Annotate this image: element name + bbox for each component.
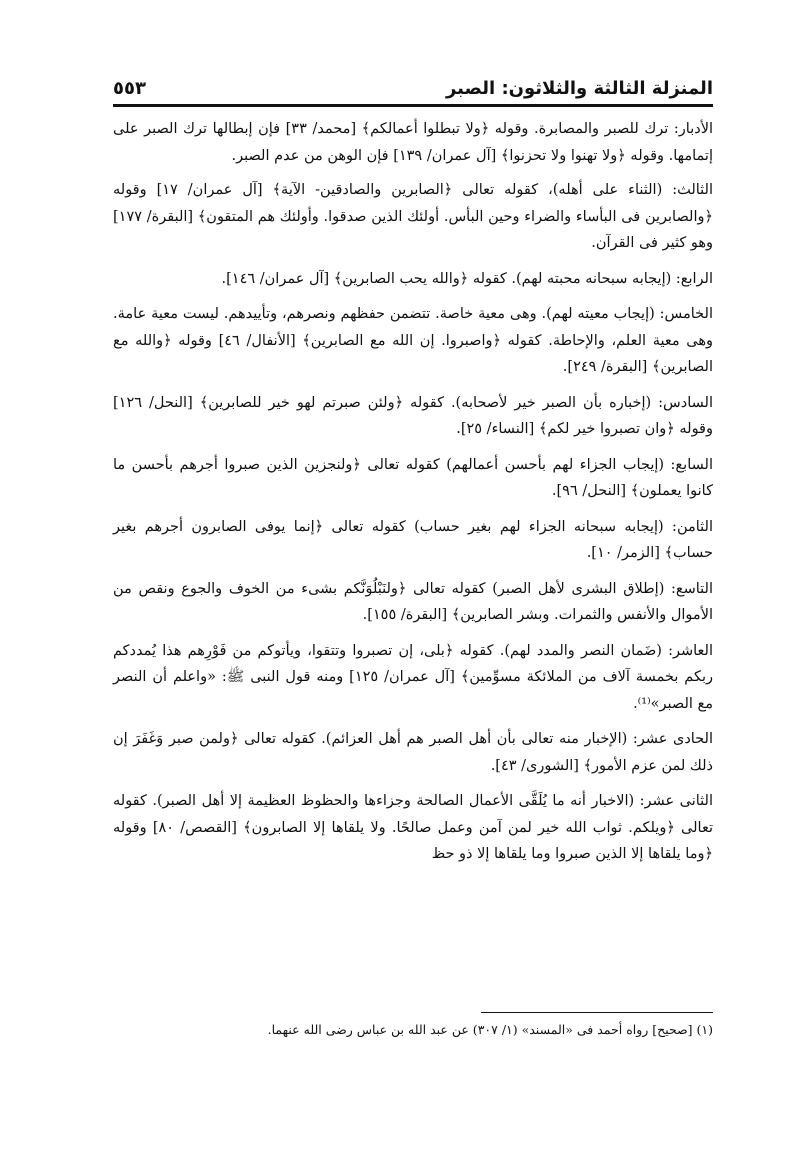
page-number: ٥٥٣: [113, 78, 146, 99]
running-header: [113, 78, 713, 104]
paragraph: السابع: (إيجاب الجزاء لهم بأحسن أعمالهم) كقوله تعالى ﴿ولنجزين الذين صبروا أجرهم بأحسن ما كانوا يعملون﴾ [النحل/ ٩٦].: [113, 456, 713, 499]
paragraph: الأدبار: ترك للصبر والمصابرة. وقوله ﴿ولا تبطلوا أعمالكم﴾ [محمد/ ٣٣] فإن إبطالها ترك الصبر على إتمامها. وقوله ﴿ولا تهنوا ولا تحزنوا﴾ [آل عمران/ ١٣٩] فإن الوهن من عدم الصبر.: [113, 121, 713, 164]
paragraph: العاشر: (ضَمان النصر والمدد لهم). كقوله ﴿بلى، إن تصبروا وتتقوا، ويأتوكم من فَوْرِهم هذا يُمددكم ربكم بخمسة آلاف من الملائكة مسوِّمين﴾ [آل عمران/ ١٢٥] ومنه قول النبى ﷺ: «واعلم أن النصر مع الصبر»⁽¹⁾.: [113, 642, 713, 712]
footnote: (١) [صحيح] رواه أحمد فى «المسند» (١/ ٣٠٧) عن عبد الله بن عباس رضى الله عنهما.: [267, 1022, 713, 1037]
paragraph: الثامن: (إيجابه سبحانه الجزاء لهم بغير حساب) كقوله تعالى ﴿إنما يوفى الصابرون أجرهم بغير حساب﴾ [الزمر/ ١٠].: [113, 518, 713, 561]
chapter-title: المنزلة الثالثة والثلاثون: الصبر: [445, 78, 713, 99]
paragraph: الرابع: (إيجابه سبحانه محبته لهم). كقوله ﴿والله يحب الصابرين﴾ [آل عمران/ ١٤٦].: [221, 270, 713, 287]
footnote-rule: [481, 1012, 713, 1013]
header-rule: [113, 104, 713, 107]
paragraph: الثانى عشر: (الاخبار أنه ما يُلَقَّى الأعمال الصالحة وجزاءها والحظوظ العظيمة إلا أهل الصبر). كقوله تعالى ﴿ويلكم. ثواب الله خير لمن آمن وعمل صالحًا. ولا يلقاها إلا الصابرون﴾ [القصص/ ٨٠] وقوله ﴿وما يلقاها إلا الذين صبروا وما يلقاها إلا ذو حظ: [113, 793, 713, 862]
main-text: [113, 116, 713, 877]
paragraph: السادس: (إخباره بأن الصبر خير لأصحابه). كقوله ﴿ولئن صبرتم لهو خير للصابرين﴾ [النحل/ ١٢٦] وقوله ﴿وان تصبروا خير لكم﴾ [النساء/ ٢٥].: [113, 394, 713, 437]
paragraph: الخامس: (إيجاب معيته لهم). وهى معية خاصة. تتضمن حفظهم ونصرهم، وتأييدهم. ليست معية عامة. وهى معية العلم، والإحاطة. كقوله ﴿واصبروا. إن الله مع الصابرين﴾ [الأنفال/ ٤٦] وقوله ﴿والله مع الصابرين﴾ [البقرة/ ٢٤٩].: [113, 306, 713, 375]
paragraph: التاسع: (إطلاق البشرى لأهل الصبر) كقوله تعالى ﴿ولنَبْلُوَنَّكم بشىء من الخوف والجوع ونقص من الأموال والأنفس والثمرات. وبشر الصابرين﴾ [البقرة/ ١٥٥].: [113, 580, 713, 623]
paragraph: الحادى عشر: (الإخبار منه تعالى بأن أهل الصبر هم أهل العزائم). كقوله تعالى ﴿ولمن صبر وَغَفَرَ إن ذلك لمن عزم الأمور﴾ [الشورى/ ٤٣].: [113, 731, 713, 774]
paragraph: الثالث: (الثناء على أهله)، كقوله تعالى ﴿الصابرين والصادقين- الآية﴾ [آل عمران/ ١٧] وقوله ﴿والصابرين فى البأساء والضراء وحين البأس. أولئك الذين صدقوا. وأولئك هم المتقون﴾ [البقرة/ ١٧٧] وهو كثير فى القرآن.: [113, 182, 713, 251]
